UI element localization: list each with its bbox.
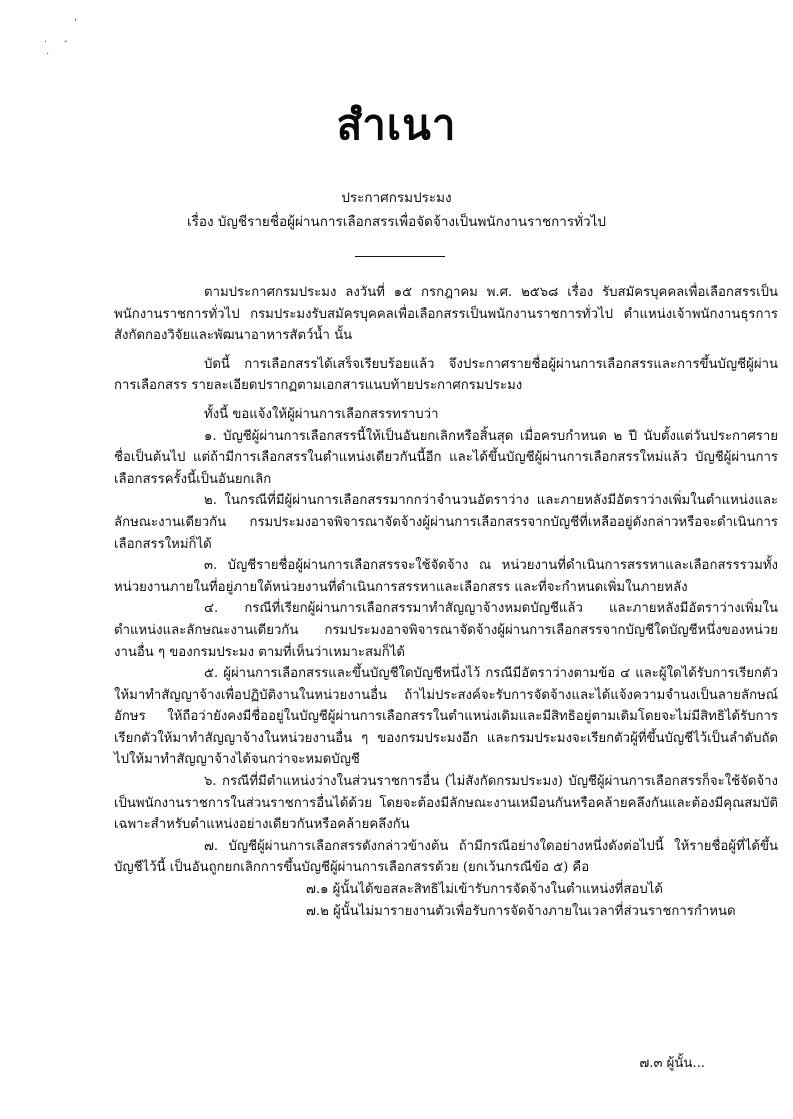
- clause-7-1: ๗.๑ ผู้นั้นได้ขอสละสิทธิไม่เข้ารับการจัดจ้างในตำแหน่งที่สอบได้: [306, 882, 663, 898]
- clause-4: ๔. กรณีที่เรียกผู้ผ่านการเลือกสรรมาทำสัญญาจ้างหมดบัญชีแล้ว และภายหลังมีอัตราว่างเพิ่มในตำแหน่งและลักษณะงานเดียวกัน กรมประมงอาจพิจารณาจัดจ้างผู้ผ่านการเลือกสรรจากบัญชีใดบัญชีหนึ่งของหน่วยงานอื่น ๆ ของกรมประมง ตามที่เห็นว่าเหมาะสมก็ได้: [114, 601, 778, 660]
- scan-mark: .: [44, 34, 48, 45]
- paragraph-notice: ทั้งนี้ ขอแจ้งให้ผู้ผ่านการเลือกสรรทราบว่า: [204, 406, 439, 422]
- scan-mark: ,: [74, 12, 78, 23]
- issuer-title: ประกาศกรมประมง: [341, 190, 452, 206]
- clause-7: ๗. บัญชีผู้ผ่านการเลือกสรรดังกล่าวข้างต้น ถ้ามีกรณีอย่างใดอย่างหนึ่งดังต่อไปนี้ ให้รายชื่อผู้ที่ได้ขึ้นบัญชีไว้นี้ เป็นอันถูกยกเลิกการขึ้นบัญชีผู้ผ่านการเลือกสรรด้วย (ยกเว้นกรณีข้อ ๕) คือ: [114, 838, 778, 876]
- subject-line: เรื่อง บัญชีรายชื่อผู้ผ่านการเลือกสรรเพื่อจัดจ้างเป็นพนักงานราชการทั่วไป: [187, 214, 606, 230]
- clause-2: ๒. ในกรณีที่มีผู้ผ่านการเลือกสรรมากกว่าจำนวนอัตราว่าง และภายหลังมีอัตราว่างเพิ่มในตำแหน่งและลักษณะงานเดียวกัน กรมประมงอาจพิจารณาจัดจ้างผู้ผ่านการเลือกสรรจากบัญชีที่เหลืออยู่ดังกล่าวหรือจะดำเนินการเลือกสรรใหม่ก็ได้: [114, 493, 778, 552]
- header-divider: [355, 256, 445, 257]
- clause-5: ๕. ผู้ผ่านการเลือกสรรและขึ้นบัญชีใดบัญชีหนึ่งไว้ กรณีมีอัตราว่างตามข้อ ๔ และผู้ใดได้รับการเรียกตัวให้มาทำสัญญาจ้างเพื่อปฏิบัติงานในหน่วยงานอื่น ถ้าไม่ประสงค์จะรับการจัดจ้างและได้แจ้งความจำนงเป็นลายลักษณ์อักษร ให้ถือว่ายังคงมีชื่ออยู่ในบัญชีผู้ผ่านการเลือกสรรในตำแหน่งเดิมและมีสิทธิอยู่ตามเดิมโดยจะไม่มีสิทธิได้รับการเรียกตัวให้มาทำสัญญาจ้างในหน่วยงานอื่น ๆ ของกรมประมงอีก และกรมประมงจะเรียกตัวผู้ที่ขึ้นบัญชีไว้เป็นลำดับถัดไปให้มาทำสัญญาจ้างได้จนกว่าจะหมดบัญชี: [114, 666, 778, 768]
- announcement-body: [114, 282, 778, 922]
- paragraph-result: บัดนี้ การเลือกสรรได้เสร็จเรียบร้อยแล้ว จึงประกาศรายชื่อผู้ผ่านการเลือกสรรและการขึ้นบัญชีผู้ผ่านการเลือกสรร รายละเอียดปรากฏตามเอกสารแนบท้ายประกาศกรมประมง: [114, 356, 778, 394]
- copy-stamp: สำเนา: [336, 100, 457, 149]
- clause-6: ๖. กรณีที่มีตำแหน่งว่างในส่วนราชการอื่น (ไม่สังกัดกรมประมง) บัญชีผู้ผ่านการเลือกสรรก็จะใช้จัดจ้างเป็นพนักงานราชการในส่วนราชการอื่นได้ด้วย โดยจะต้องมีลักษณะงานเหมือนกันหรือคล้ายคลึงกันและต้องมีคุณสมบัติเฉพาะสำหรับตำแหน่งอย่างเดียวกันหรือคล้ายคลึงกัน: [114, 774, 778, 833]
- paragraph-intro: ตามประกาศกรมประมง ลงวันที่ ๑๕ กรกฎาคม พ.ศ. ๒๕๖๘ เรื่อง รับสมัครบุคคลเพื่อเลือกสรรเป็นพนักงานราชการทั่วไป กรมประมงรับสมัครบุคคลเพื่อเลือกสรรเป็นพนักงานราชการทั่วไป ตำแหน่งเจ้าพนักงานธุรการ สังกัดกองวิจัยและพัฒนาอาหารสัตว์น้ำ นั้น: [114, 285, 778, 344]
- announcement-header: [0, 186, 793, 234]
- clause-1: ๑. บัญชีผู้ผ่านการเลือกสรรนี้ให้เป็นอันยกเลิกหรือสิ้นสุด เมื่อครบกำหนด ๒ ปี นับตั้งแต่วันประกาศรายชื่อเป็นต้นไป แต่ถ้ามีการเลือกสรรในตำแหน่งเดียวกันนี้อีก และได้ขึ้นบัญชีผู้ผ่านการเลือกสรรใหม่แล้ว บัญชีผู้ผ่านการเลือกสรรครั้งนี้เป็นอันยกเลิก: [114, 428, 778, 487]
- continuation-marker: ๗.๓ ผู้นั้น...: [639, 1056, 705, 1071]
- clause-7-2: ๗.๒ ผู้นั้นไม่มารายงานตัวเพื่อรับการจัดจ้างภายในเวลาที่ส่วนราชการกำหนด: [306, 903, 736, 919]
- clause-3: ๓. บัญชีรายชื่อผู้ผ่านการเลือกสรรจะใช้จัดจ้าง ณ หน่วยงานที่ดำเนินการสรรหาและเลือกสรรรวมทั้งหน่วยงานภายในที่อยู่ภายใต้หน่วยงานที่ดำเนินการสรรหาและเลือกสรร และที่จะกำหนดเพิ่มในภายหลัง: [114, 558, 778, 595]
- scan-mark: .: [46, 46, 50, 57]
- scan-mark: -: [64, 36, 68, 47]
